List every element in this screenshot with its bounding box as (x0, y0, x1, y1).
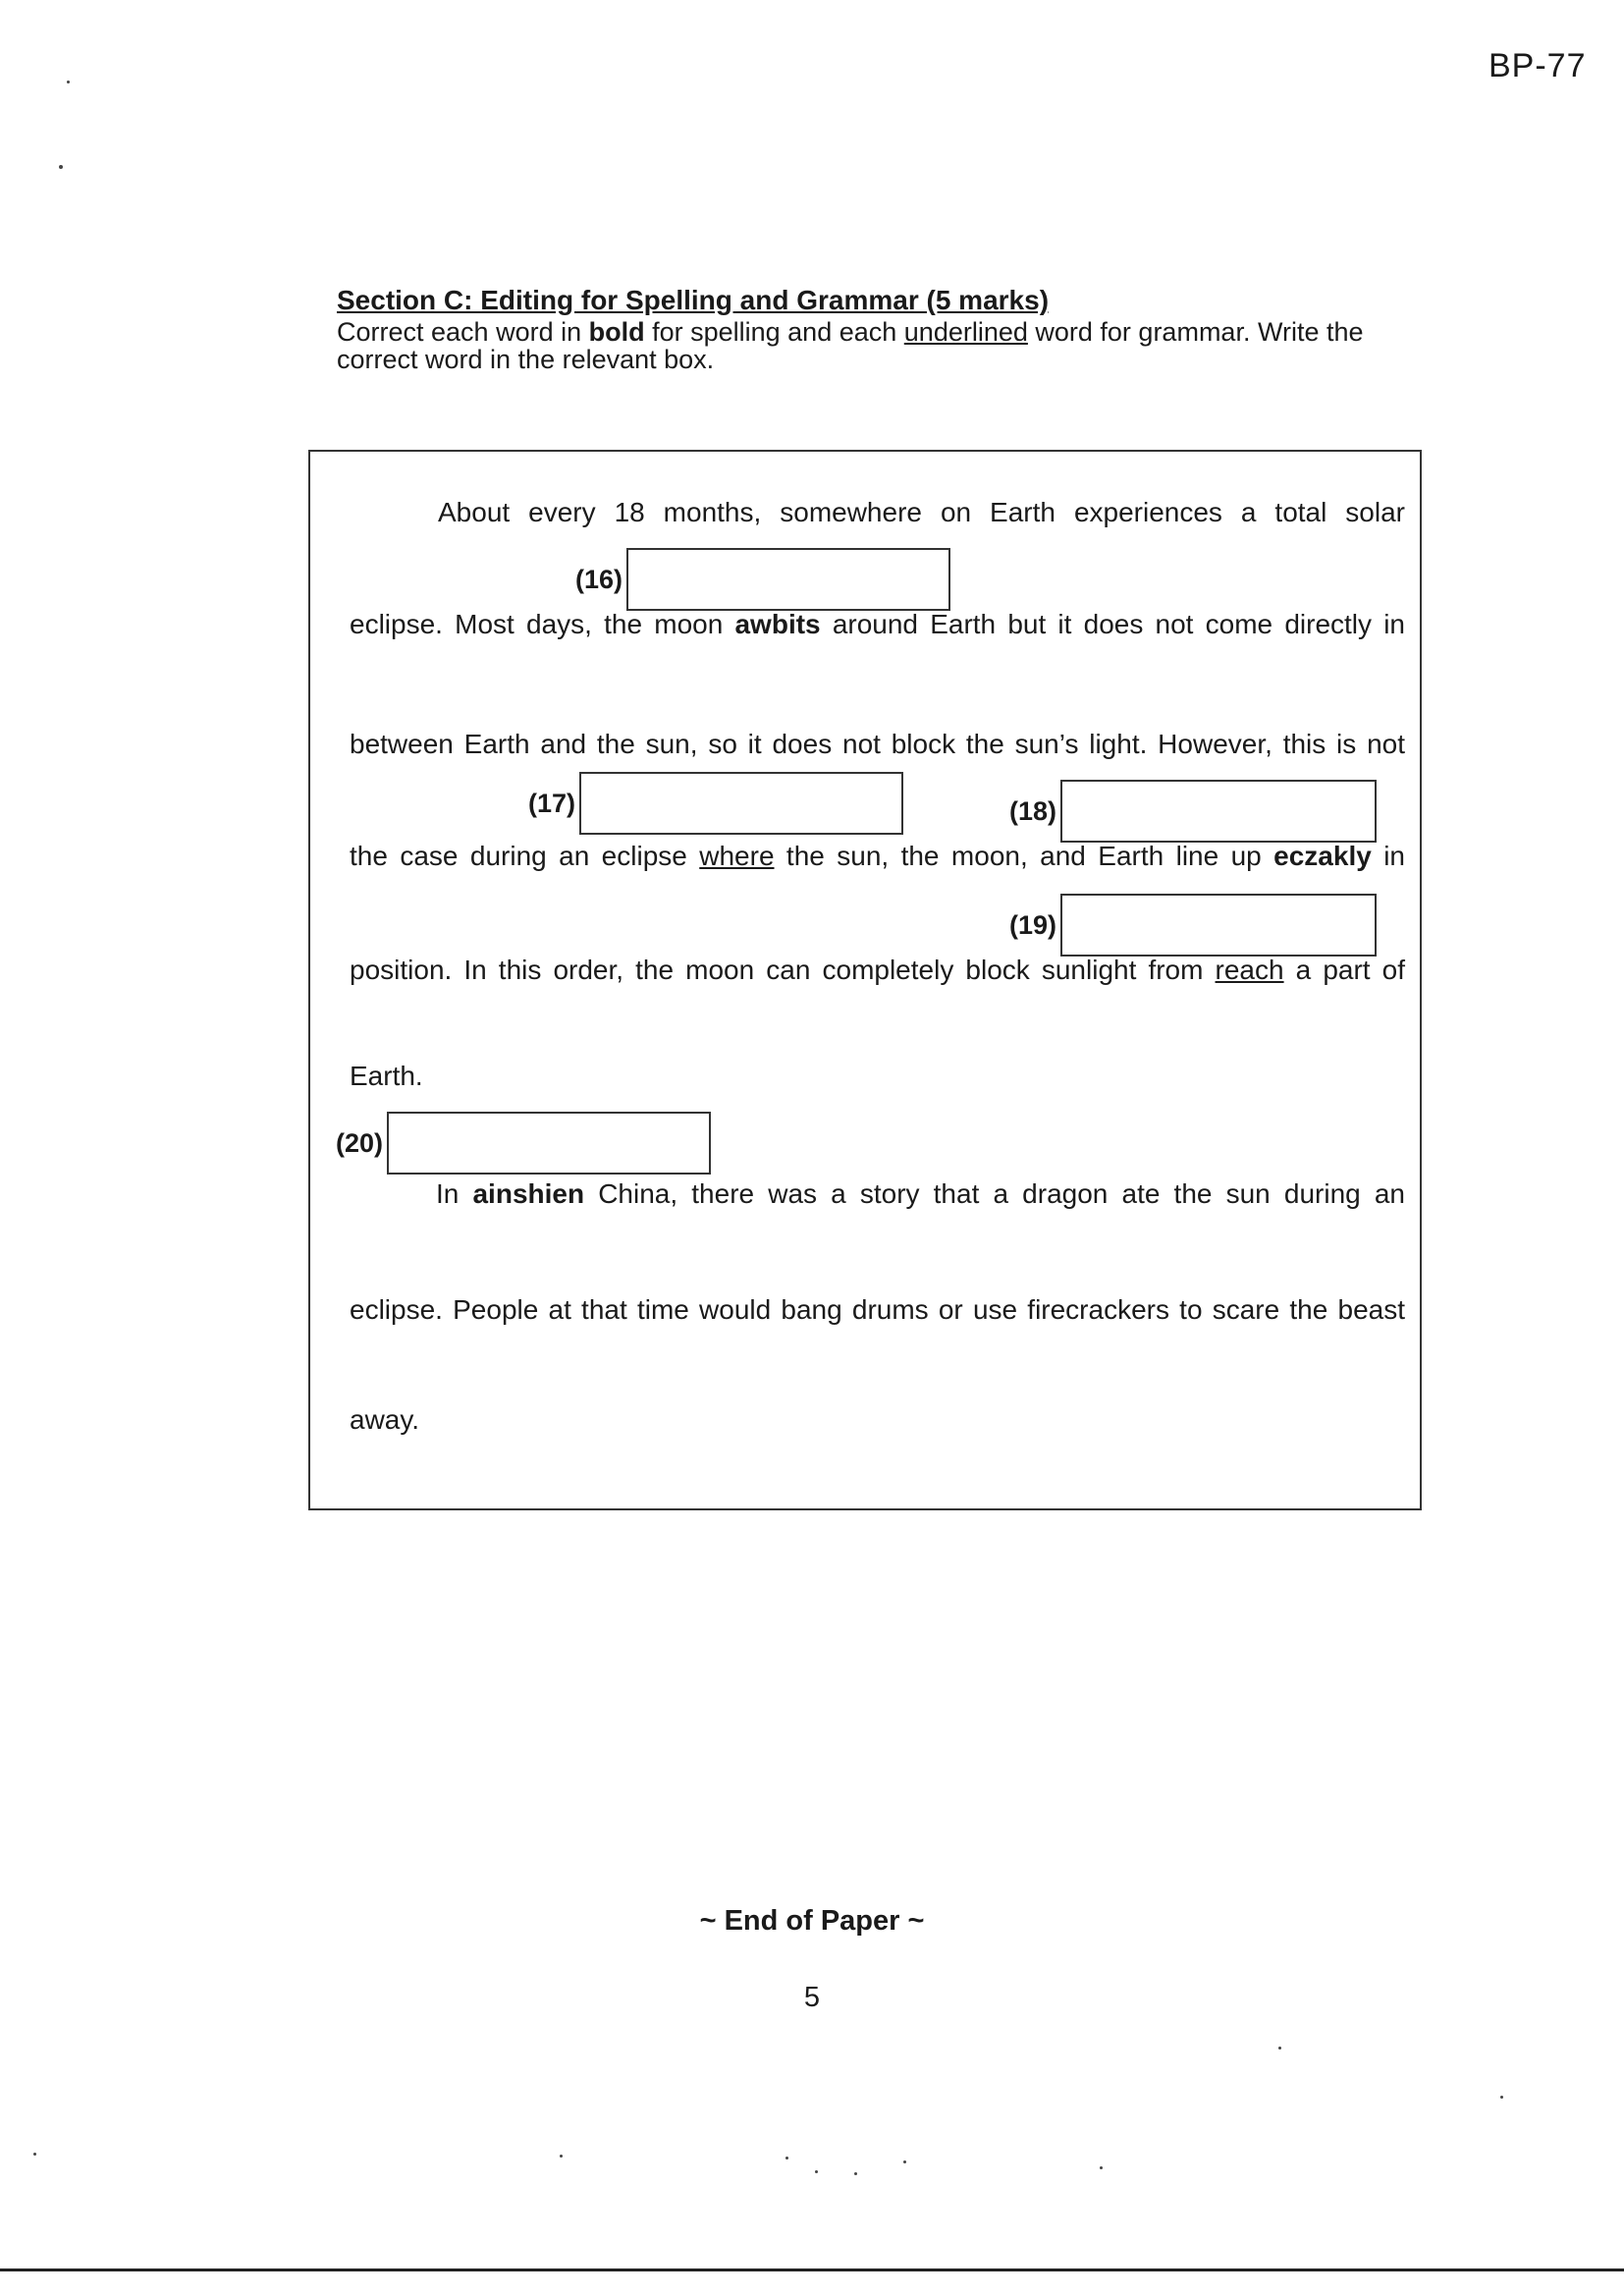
passage-box (308, 450, 1422, 1510)
answer-16 (575, 548, 950, 611)
instructions-underlined-word: underlined (903, 317, 1028, 347)
scan-speck (59, 165, 63, 169)
page-number: 5 (803, 1982, 821, 2013)
scan-speck (1500, 2096, 1503, 2099)
misspelled-word-ainshien: ainshien (472, 1178, 585, 1209)
passage-line-4 (350, 841, 1405, 872)
answer-19-input[interactable] (1060, 894, 1377, 957)
instructions-text-2: for spelling and each (644, 317, 904, 347)
section-title: Section C: Editing for Spelling and Grammar (5 marks) (337, 285, 1050, 315)
passage-line-8: eclipse. People at that time would bang drums or use firecrackers to scare the beast (350, 1294, 1405, 1325)
answer-18-label: (18) (1009, 795, 1057, 826)
passage-line-2 (350, 609, 1405, 640)
misspelled-word-eczakly: eczakly (1273, 841, 1372, 871)
answer-17-input[interactable] (579, 772, 903, 835)
answer-17-label: (17) (528, 788, 576, 818)
passage-line-4-text-c: in (1371, 841, 1405, 871)
passage-line-5 (350, 955, 1405, 986)
instructions-text-3: word for grammar. Write the correct word in the relevant box. (337, 317, 1364, 374)
passage-line-4-text-a: the case during an eclipse (350, 841, 700, 871)
grammar-word-where: where (699, 841, 775, 871)
answer-16-input[interactable] (626, 548, 950, 611)
passage-line-5-text-b: a part of (1283, 955, 1405, 985)
passage-line-7 (436, 1178, 1405, 1210)
scan-speck (33, 2153, 36, 2156)
grammar-word-reach: reach (1215, 955, 1284, 985)
passage-line-2-text-a: eclipse. Most days, the moon (350, 609, 735, 639)
answer-20-input[interactable] (387, 1112, 711, 1175)
passage-line-2-text-b: around Earth but it does not come directly in (820, 609, 1406, 639)
instructions-text-1: Correct each word in (337, 317, 589, 347)
passage-line-1: About every 18 months, somewhere on Earth experiences a total solar (438, 497, 1405, 527)
scan-speck (560, 2155, 563, 2158)
passage-line-3: between Earth and the sun, so it does not block the sun’s light. However, this is not (350, 729, 1405, 759)
instructions (337, 318, 1427, 373)
scan-speck (1100, 2166, 1103, 2169)
passage-line-9: away. (350, 1404, 420, 1435)
answer-16-label: (16) (575, 564, 623, 594)
bottom-rule (0, 2269, 1624, 2271)
passage-line-6: Earth. (350, 1061, 423, 1091)
end-of-paper: ~ End of Paper ~ (699, 1905, 925, 1937)
section-heading (337, 285, 1436, 373)
passage-line-5-text-a: position. In this order, the moon can completely block sunlight from (350, 955, 1216, 985)
answer-19 (1009, 894, 1377, 957)
scan-speck (1278, 2047, 1281, 2050)
passage-line-7-text-a: In (436, 1178, 473, 1209)
scan-speck (903, 2160, 906, 2163)
answer-18 (1009, 780, 1377, 843)
scan-speck (815, 2170, 818, 2173)
misspelled-word-awbits: awbits (734, 609, 821, 639)
answer-20 (336, 1112, 711, 1175)
answer-20-label: (20) (336, 1127, 384, 1158)
passage-line-7-text-b: China, there was a story that a dragon ate the sun during an (584, 1178, 1405, 1209)
passage-line-4-text-b: the sun, the moon, and Earth line up (774, 841, 1274, 871)
scan-speck (67, 81, 70, 83)
scan-speck (785, 2157, 788, 2159)
answer-17 (528, 772, 903, 835)
answer-18-input[interactable] (1060, 780, 1377, 843)
answer-19-label: (19) (1009, 909, 1057, 940)
scan-speck (854, 2172, 857, 2175)
instructions-bold-word: bold (588, 317, 645, 347)
page-code: BP-77 (1489, 47, 1587, 84)
